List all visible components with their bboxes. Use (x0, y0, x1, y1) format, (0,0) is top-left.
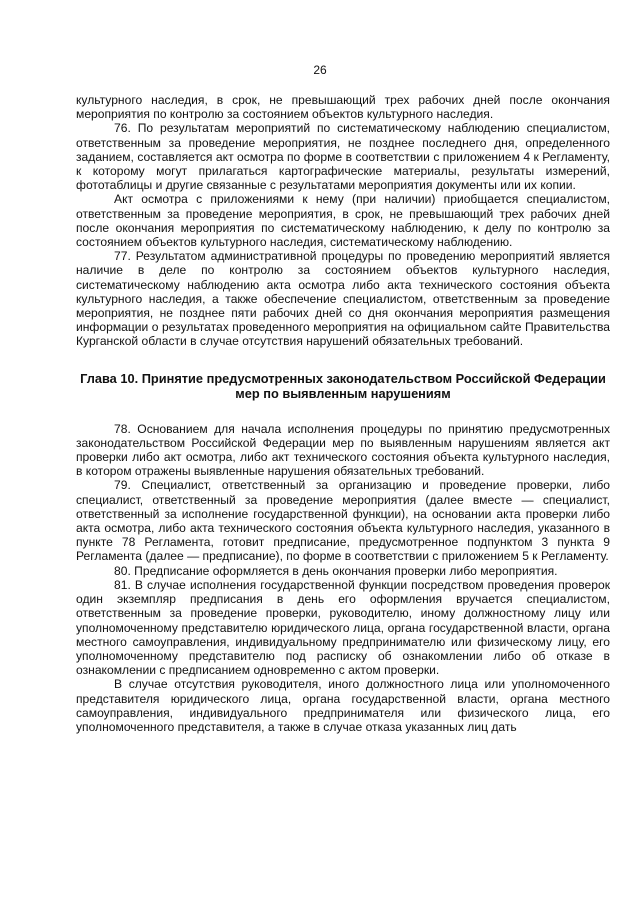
paragraph: культурного наследия, в срок, не превышающий трех рабочих дней после окончания мероприятия по контролю за состоянием объектов культурного наследия. (76, 93, 610, 122)
paragraph: 80. Предписание оформляется в день окончания проверки либо мероприятия. (114, 563, 558, 578)
paragraph: Акт осмотра с приложениями к нему (при наличии) приобщается специалистом, ответственным за проведение мероприятия, в срок, не превышающий трех рабочих дней после окончания мероприятия по систематическому наблюдению, к делу по контролю за состоянием объектов культурного наследия, систематическому наблюдению. (76, 192, 610, 250)
chapter-heading: Глава 10. Принятие предусмотренных законодательством Российской Федерации мер по выявленным нарушениям (80, 370, 606, 401)
paragraph: 81. В случае исполнения государственной функции посредством проведения проверок один экземпляр предписания в день его оформления вручается специалистом, ответственным за проведение проверки, руководителю, иному должностному лицу или уполномоченному представителю юридического лица, органа государственной власти, органа местного самоуправления, индивидуальному предпринимателю или физическому лицу, его уполномоченному представителю под расписку об ознакомлении либо об отказе в ознакомлении с предписанием одновременно с актом проверки. (76, 577, 610, 678)
paragraph: 78. Основанием для начала исполнения процедуры по принятию предусмотренных законодательством Российской Федерации мер по выявленным нарушениям является акт проверки либо акт осмотра, либо акт технического состояния объекта культурного наследия, в котором отражены выявленные нарушения обязательных требований. (76, 421, 610, 479)
paragraph: В случае отсутствия руководителя, иного должностного лица или уполномоченного представителя юридического лица, органа государственной власти, органа местного самоуправления, индивидуального предпринимателя или физического лица, его уполномоченного представителя, а также в случае отказа указанных лиц дать (76, 677, 610, 734)
paragraph: 77. Результатом административной процедуры по проведению мероприятий является наличие в деле по контролю за состоянием объектов культурного наследия, систематическому наблюдению акта осмотра либо акта технического состояния объекта культурного наследия, а также обеспечение специалистом, ответственным за проведение мероприятия, не позднее пяти рабочих дней со дня окончания мероприятия размещения информации о результатах проведенного мероприятия на официальном сайте Правительства Курганской области в случае отсутствия нарушений обязательных требований. (76, 249, 610, 349)
page-number: 26 (313, 63, 327, 77)
paragraph: 79. Специалист, ответственный за организацию и проведение проверки, либо специалист, ответственный за проведение мероприятия (далее вместе — специалист, ответственный за исполнение государственной функции), на основании акта проверки либо акта осмотра, либо акта технического состояния объекта культурного наследия, указанного в пункте 78 Регламента, готовит предписание, предусмотренное подпунктом 3 пункта 9 Регламента (далее — предписание), по форме в соответствии с приложением 5 к Регламенту. (76, 478, 610, 564)
document-body (76, 93, 610, 734)
paragraph: 76. По результатам мероприятий по систематическому наблюдению специалистом, ответственным за проведение мероприятия, не позднее последнего дня, определенного заданием, составляется акт осмотра по форме в соответствии с приложением 4 к Регламенту, к которому могут прилагаться картографические материалы, результаты измерений, фототаблицы и другие связанные с результатами мероприятия документы или их копии. (76, 121, 610, 193)
